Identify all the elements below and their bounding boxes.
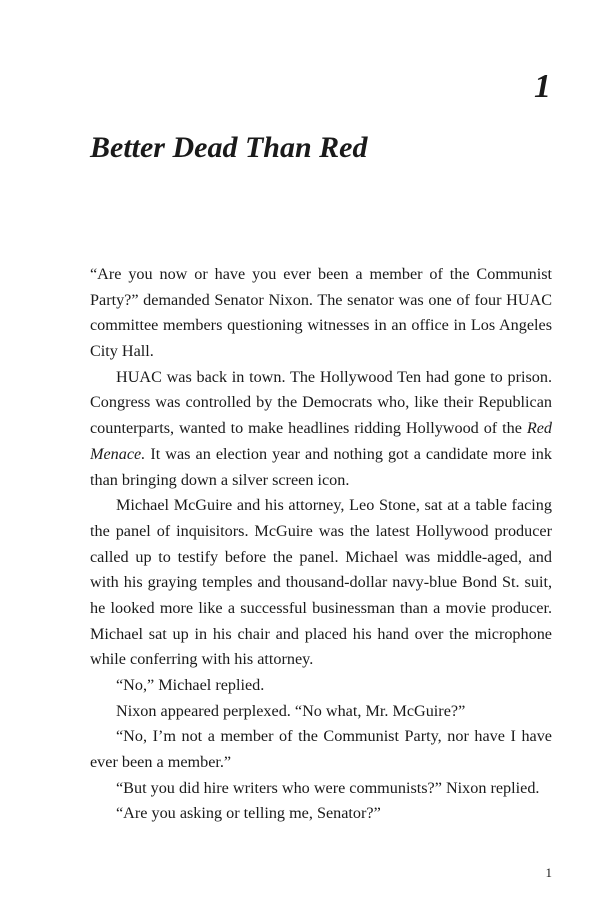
text-line: than bringing down a silver screen icon. bbox=[90, 470, 350, 489]
text-line: Michael McGuire and his attorney, Leo Stone, sat at a table facing bbox=[116, 496, 552, 515]
chapter-number: 1 bbox=[534, 68, 551, 105]
text-segment: counterparts, wanted to make headlines ridding Hollywood of the bbox=[90, 419, 522, 438]
text-line: Michael sat up in his chair and placed his hand over the microphone bbox=[90, 624, 552, 643]
text-line: called up to testify before the panel. Michael was middle-aged, and bbox=[90, 547, 552, 566]
text-line: he looked more like a successful businessman than a movie producer. bbox=[90, 598, 552, 617]
text-line: HUAC was back in town. The Hollywood Ten had gone to prison. bbox=[116, 367, 552, 386]
text-line: the panel of inquisitors. McGuire was the latest Hollywood producer bbox=[90, 521, 552, 540]
text-line: Nixon appeared perplexed. “No what, Mr. McGuire?” bbox=[116, 701, 466, 720]
text-line: City Hall. bbox=[90, 342, 154, 361]
text-line bbox=[90, 416, 552, 442]
italic-text: Menace. bbox=[90, 444, 146, 463]
text-line: ever been a member.” bbox=[90, 753, 232, 772]
text-segment: It was an election year and nothing got a candidate more ink bbox=[150, 444, 552, 463]
text-line: “No, I’m not a member of the Communist Party, nor have I have bbox=[116, 727, 552, 746]
text-line: “No,” Michael replied. bbox=[116, 676, 265, 694]
text-line: with his graying temples and thousand-dollar navy-blue Bond St. suit, bbox=[90, 573, 552, 592]
page-number: 1 bbox=[545, 865, 552, 880]
chapter-title: Better Dead Than Red bbox=[90, 131, 368, 164]
italic-text: Red bbox=[526, 419, 552, 438]
text-line bbox=[90, 442, 552, 468]
text-line: committee members questioning witnesses in an office in Los Angeles bbox=[90, 316, 552, 335]
body-text bbox=[90, 262, 552, 827]
text-line: “But you did hire writers who were communists?” Nixon replied. bbox=[116, 778, 540, 797]
text-line: Party?” demanded Senator Nixon. The senator was one of four HUAC bbox=[90, 290, 552, 309]
text-line: while conferring with his attorney. bbox=[90, 650, 314, 669]
text-line: “Are you asking or telling me, Senator?” bbox=[116, 804, 381, 823]
text-line: “Are you now or have you ever been a member of the Communist bbox=[90, 265, 552, 283]
text-line: Congress was controlled by the Democrats who, like their Republican bbox=[90, 393, 552, 412]
